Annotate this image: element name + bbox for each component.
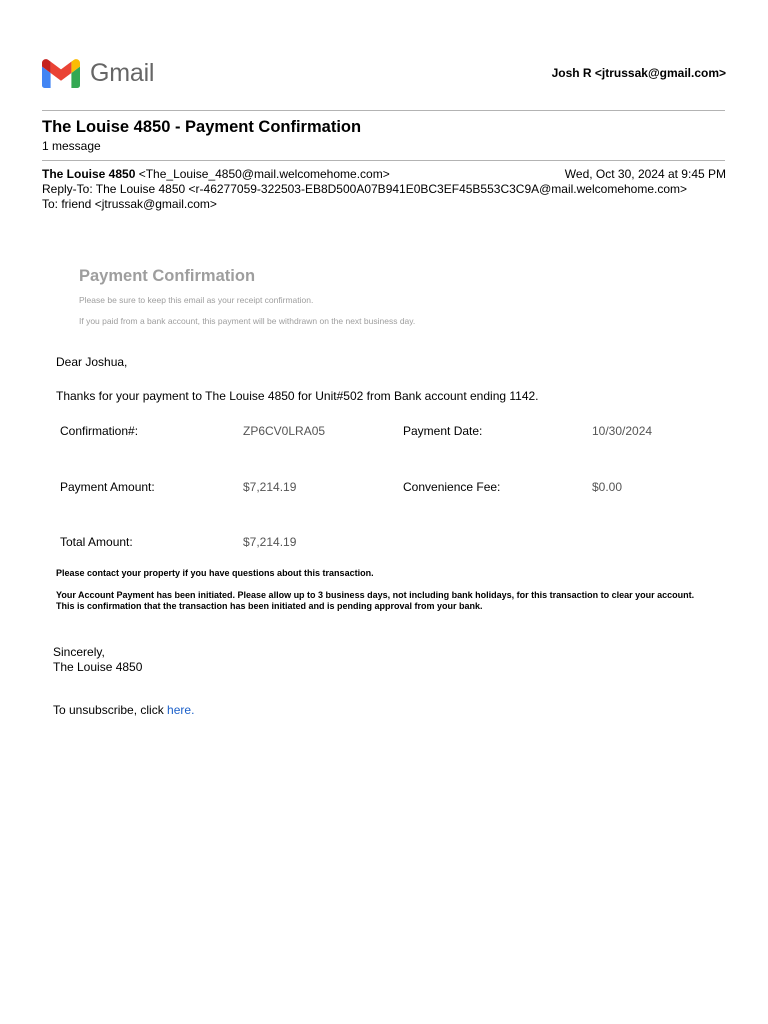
to-line: To: friend <jtrussak@gmail.com> [42,197,217,211]
closing: Sincerely, [53,645,105,659]
signature: The Louise 4850 [53,660,143,674]
gmail-m-icon [42,59,80,88]
payment-date-label: Payment Date: [403,424,483,438]
unsubscribe-text: To unsubscribe, click [53,703,168,717]
convenience-fee-value: $0.00 [592,480,623,494]
payment-amount-label: Payment Amount: [60,480,155,494]
message-count: 1 message [42,139,101,153]
reply-to-line: Reply-To: The Louise 4850 <r-46277059-322503-EB8D500A07B941E0BC3EF45B553C3C9A@mail.welcomehome.com> [42,182,688,196]
gmail-logo [42,58,172,90]
contact-note: Please contact your property if you have questions about this transaction. [56,568,374,578]
message-date: Wed, Oct 30, 2024 at 9:45 PM [564,167,726,181]
payment-amount-value: $7,214.19 [243,480,297,494]
unsubscribe-link[interactable]: here. [167,703,195,717]
email-title: Payment Confirmation [79,267,256,285]
thanks-text: Thanks for your payment to The Louise 4850 for Unit#502 from Bank account ending 1142. [56,389,539,403]
divider [42,110,725,111]
total-amount-label: Total Amount: [60,535,133,549]
total-amount-value: $7,214.19 [243,535,297,549]
withdrawal-note: If you paid from a bank account, this payment will be withdrawn on the next business day. [79,316,416,326]
sender-email: <The_Louise_4850@mail.welcomehome.com> [138,167,390,181]
thread-subject: The Louise 4850 - Payment Confirmation [42,118,362,136]
confirmation-label: Confirmation#: [60,424,139,438]
unsubscribe-line [53,703,194,717]
initiated-note: Your Account Payment has been initiated. Please allow up to 3 business days, not including bank holidays, for this transaction to clear your account. This is confirmation that the transaction has been initiated and is pending approval from your bank. [56,590,695,611]
account-label: Josh R <jtrussak@gmail.com> [551,66,726,80]
greeting: Dear Joshua, [56,355,128,369]
confirmation-value: ZP6CV0LRA05 [243,424,326,438]
convenience-fee-label: Convenience Fee: [403,480,501,494]
divider [42,160,725,161]
sender-line [42,167,390,182]
sender-name: The Louise 4850 [42,167,136,181]
receipt-note: Please be sure to keep this email as your receipt confirmation. [79,295,314,305]
payment-date-value: 10/30/2024 [592,424,653,438]
gmail-wordmark: Gmail [90,59,155,87]
